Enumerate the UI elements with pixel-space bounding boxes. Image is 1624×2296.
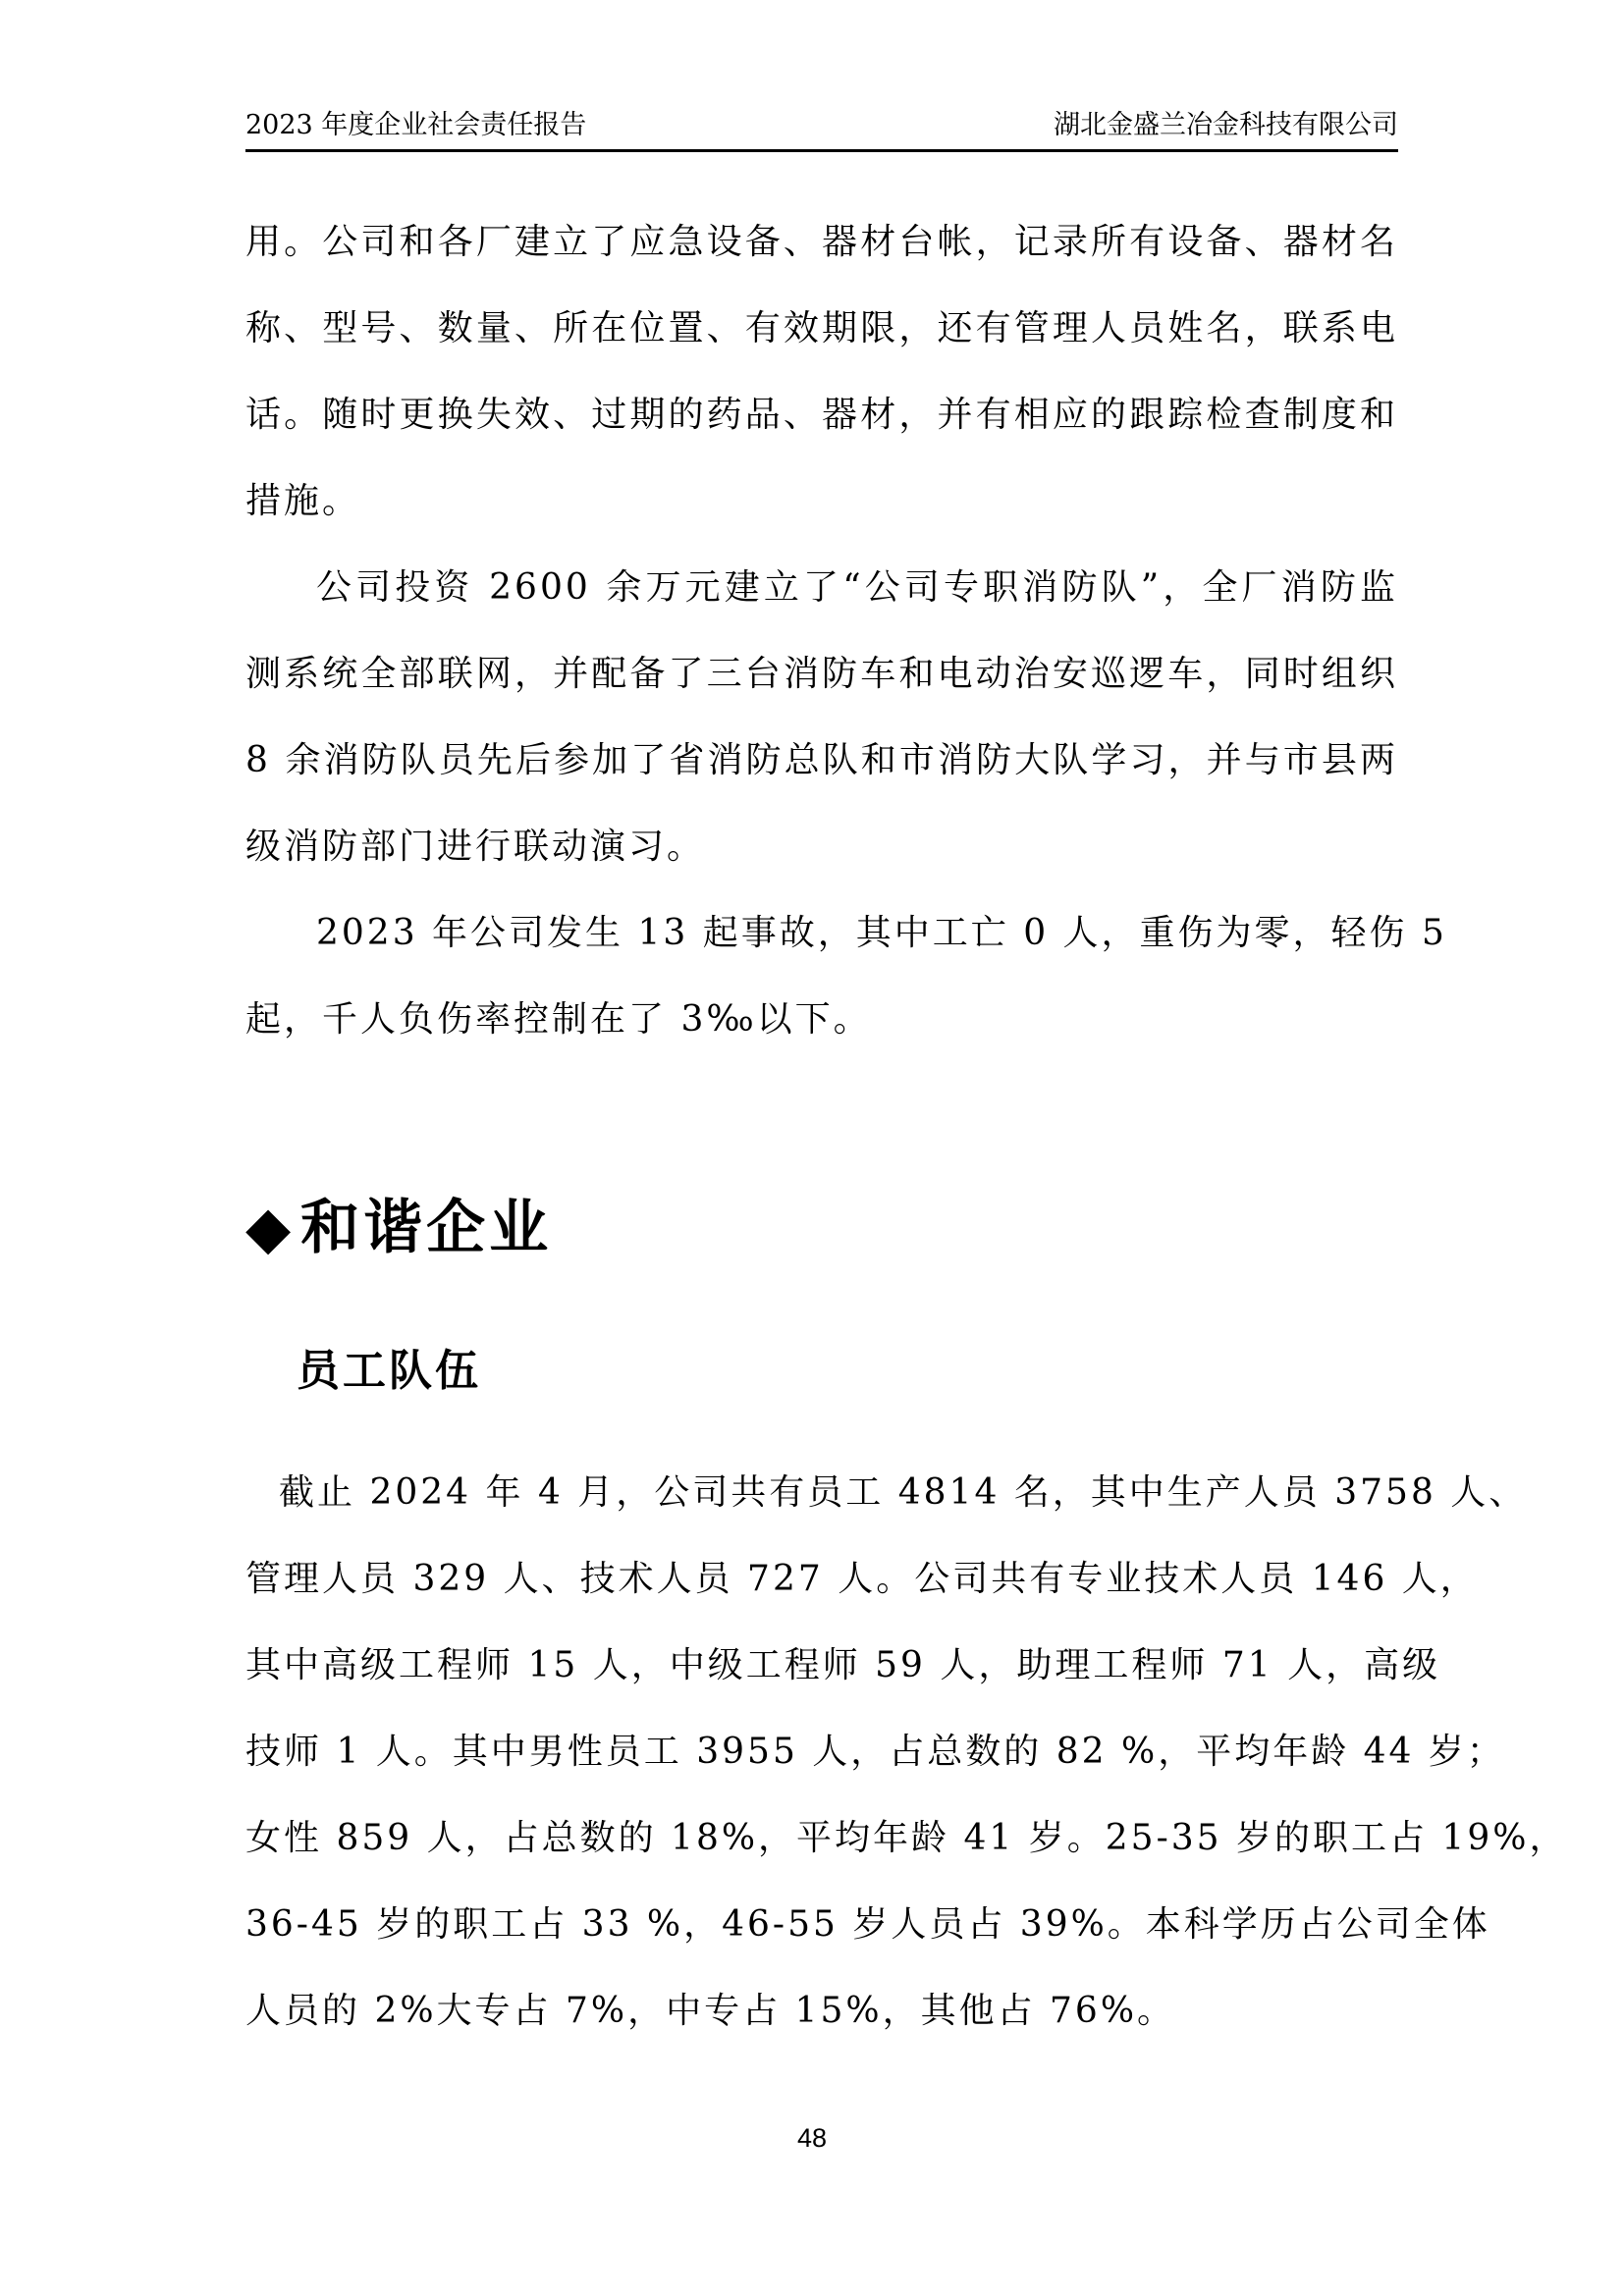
text-line: 管理人员 329 人、技术人员 727 人。公司共有专业技术人员 146 人， xyxy=(245,1559,1479,1599)
section-heading-harmonious-enterprise xyxy=(245,1189,1398,1267)
text-line: 其中高级工程师 15 人，中级工程师 59 人，助理工程师 71 人，高级 xyxy=(245,1645,1441,1685)
text-line: 起，千人负伤率控制在了 3‰以下。 xyxy=(245,999,872,1040)
text-line: 截止 2024 年 4 月，公司共有员工 4814 名，其中生产人员 3758 人、 xyxy=(279,1472,1528,1513)
header-report-title: 2023 年度企业社会责任报告 xyxy=(245,110,587,140)
text-line: 8 余消防队员先后参加了省消防总队和市消防大队学习，并与市县两 xyxy=(245,740,1398,780)
text-line: 称、型号、数量、所在位置、有效期限，还有管理人员姓名，联系电 xyxy=(245,308,1398,348)
page-footer xyxy=(0,2122,1624,2154)
text-line: 36-45 岁的职工占 33 %，46-55 岁人员占 39%。本科学历占公司全体 xyxy=(245,1904,1490,1945)
text-line: 用。公司和各厂建立了应急设备、器材台帐，记录所有设备、器材名 xyxy=(245,222,1398,262)
diamond-bullet-icon: ◆ xyxy=(245,1194,296,1262)
body-text xyxy=(245,199,1447,1063)
header-company-name: 湖北金盛兰冶金科技有限公司 xyxy=(1054,110,1398,140)
paragraph-fire-brigade xyxy=(245,545,1398,890)
text-line: 2023 年公司发生 13 起事故，其中工亡 0 人，重伤为零，轻伤 5 xyxy=(316,913,1447,953)
page-number: 48 xyxy=(796,2123,828,2153)
text-line: 女性 859 人，占总数的 18%，平均年龄 41 岁。25-35 岁的职工占 19%， xyxy=(245,1818,1568,1858)
text-line: 级消防部门进行联动演习。 xyxy=(245,827,706,867)
text-line: 技师 1 人。其中男性员工 3955 人，占总数的 82 %，平均年龄 44 岁； xyxy=(245,1732,1505,1772)
text-line: 话。随时更换失效、过期的药品、器材，并有相应的跟踪检查制度和 xyxy=(245,395,1398,435)
subsection-heading-staff-team: 员工队伍 xyxy=(297,1347,481,1395)
text-line: 公司投资 2600 余万元建立了“公司专职消防队”，全厂消防监 xyxy=(316,567,1398,608)
paragraph-emergency-equipment xyxy=(245,199,1398,545)
page-header xyxy=(245,0,1398,152)
section-heading-text: 和谐企业 xyxy=(300,1194,553,1262)
paragraph-staff-statistics xyxy=(245,1450,1568,2055)
text-line: 测系统全部联网，并配备了三台消防车和电动治安巡逻车，同时组织 xyxy=(245,654,1398,694)
text-line: 人员的 2%大专占 7%，中专占 15%，其他占 76%。 xyxy=(245,1991,1176,2031)
paragraph-accidents xyxy=(245,890,1447,1063)
text-line: 措施。 xyxy=(245,481,361,521)
